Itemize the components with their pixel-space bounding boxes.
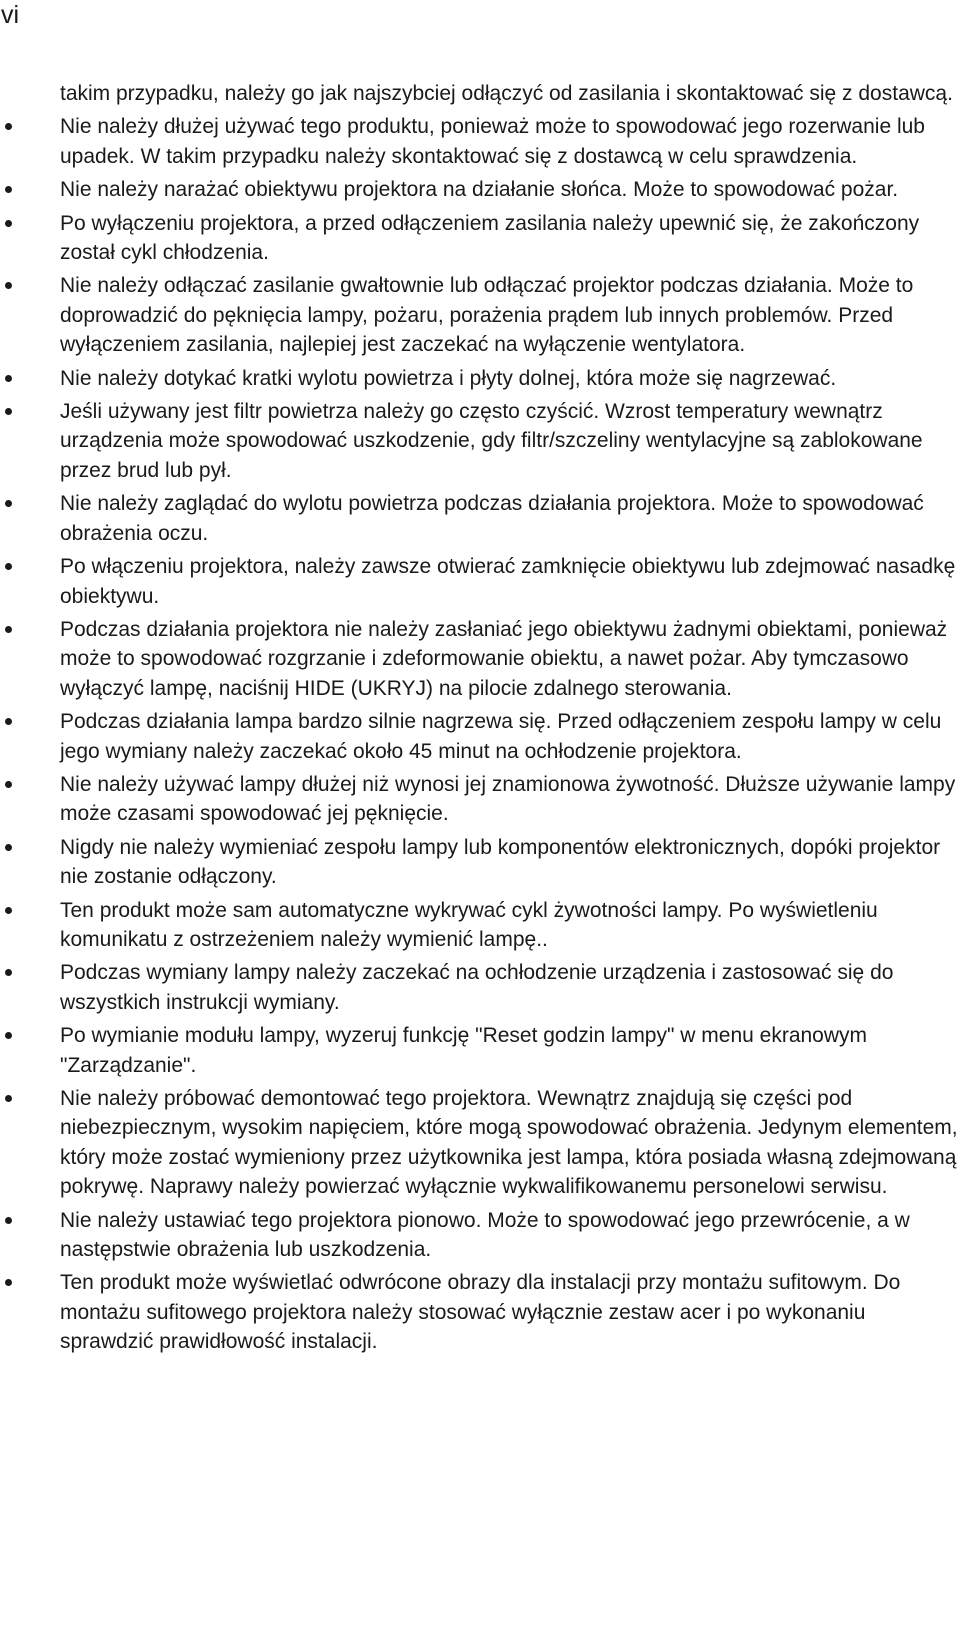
- bullet-text: Nie należy odłączać zasilanie gwałtownie lub odłączać projektor podczas działania. Może to doprowadzić do pęknięcia lampy, pożaru, porażenia prądem lub innych problemów. Przed wyłączeniem zasilania, najlepiej jest zaczekać na wyłączenie wentylatora.: [60, 274, 914, 357]
- continuation-paragraph: takim przypadku, należy go jak najszybciej odłączyć od zasilania i skontaktować się z dostawcą.: [60, 82, 953, 105]
- bullet-dot-icon: [5, 907, 12, 914]
- bullet-dot-icon: [5, 375, 12, 382]
- bullet-dot-icon: [5, 1217, 12, 1224]
- bullet-text: Nie należy dłużej używać tego produktu, ponieważ może to spowodować jego rozerwanie lub upadek. W takim przypadku należy skontaktować się z dostawcą w celu sprawdzenia.: [60, 115, 925, 168]
- document-body: [60, 79, 960, 1361]
- bullet-item: [60, 1021, 960, 1080]
- bullet-item: [60, 271, 960, 359]
- bullet-text: Podczas działania lampa bardzo silnie nagrzewa się. Przed odłączeniem zespołu lampy w celu jego wymiany należy zaczekać około 45 minut na ochłodzenie projektora.: [60, 710, 942, 763]
- bullet-text: Jeśli używany jest filtr powietrza należy go często czyścić. Wzrost temperatury wewnątrz urządzenia może spowodować uszkodzenie, gdy filtr/szczeliny wentylacyjne są zablokowane przez brud lub pył.: [60, 400, 923, 482]
- bullet-dot-icon: [5, 781, 12, 788]
- bullet-dot-icon: [5, 1095, 12, 1102]
- bullet-dot-icon: [5, 626, 12, 633]
- bullet-item: [60, 175, 960, 204]
- bullet-dot-icon: [5, 969, 12, 976]
- bullet-item: [60, 397, 960, 485]
- bullet-dot-icon: [5, 844, 12, 851]
- bullet-item: [60, 1268, 960, 1356]
- bullet-text: Nie należy ustawiać tego projektora pionowo. Może to spowodować jego przewrócenie, a w następstwie obrażenia lub uszkodzenia.: [60, 1208, 910, 1262]
- bullet-item: [60, 209, 960, 268]
- bullet-dot-icon: [5, 563, 12, 570]
- bullet-item: [60, 615, 960, 703]
- bullet-dot-icon: [5, 220, 12, 227]
- bullet-text: Nie należy używać lampy dłużej niż wynosi jej znamionowa żywotność. Dłuższe używanie lampy może czasami spowodować jej pęknięcie.: [60, 772, 956, 826]
- bullet-dot-icon: [5, 718, 12, 725]
- bullet-item: [60, 833, 960, 892]
- bullet-text: Podczas działania projektora nie należy zasłaniać jego obiektywu żadnymi obiektami, ponieważ może to spowodować rozgrzanie i zdeformowanie obiektu, a nawet pożar. Aby tymczasowo wyłączyć lampę, naciśnij HIDE (UKRYJ) na pilocie zdalnego sterowania.: [60, 617, 948, 700]
- bullet-text: Podczas wymiany lampy należy zaczekać na ochłodzenie urządzenia i zastosować się do wszystkich instrukcji wymiany.: [60, 961, 894, 1014]
- bullet-item: [60, 1084, 960, 1202]
- bullet-text: Nie należy narażać obiektywu projektora na działanie słońca. Może to spowodować pożar.: [60, 178, 899, 202]
- bullet-item: [60, 707, 960, 766]
- bullet-dot-icon: [5, 408, 12, 415]
- bullet-text: Ten produkt może wyświetlać odwrócone obrazy dla instalacji przy montażu sufitowym. Do montażu sufitowego projektora należy stosować wyłącznie zestaw acer i po wykonaniu sprawdzić prawidłowość instalacji.: [60, 1271, 901, 1354]
- bullet-text: Ten produkt może sam automatyczne wykrywać cykl żywotności lampy. Po wyświetleniu komunikatu z ostrzeżeniem należy wymienić lampę..: [60, 898, 878, 951]
- bullet-dot-icon: [5, 282, 12, 289]
- page-number: vi: [1, 1, 20, 29]
- bullet-item: [60, 958, 960, 1017]
- bullet-item: [60, 896, 960, 955]
- bullet-item: [60, 770, 960, 829]
- bullet-text: Po włączeniu projektora, należy zawsze otwierać zamknięcie obiektywu lub zdejmować nasadkę obiektywu.: [60, 555, 956, 608]
- bullet-dot-icon: [5, 186, 12, 193]
- bullet-item: [60, 489, 960, 548]
- bullet-text: Nie należy zaglądać do wylotu powietrza podczas działania projektora. Może to spowodować obrażenia oczu.: [60, 492, 924, 545]
- bullet-list: [60, 112, 960, 1356]
- bullet-text: Po wymianie modułu lampy, wyzeruj funkcję "Reset godzin lampy" w menu ekranowym "Zarządzanie".: [60, 1024, 868, 1077]
- bullet-dot-icon: [5, 123, 12, 130]
- bullet-item: [60, 364, 960, 393]
- bullet-item: [60, 112, 960, 171]
- bullet-dot-icon: [5, 1279, 12, 1286]
- bullet-item: [60, 552, 960, 611]
- bullet-dot-icon: [5, 500, 12, 507]
- bullet-item: [60, 1206, 960, 1265]
- bullet-text: Nie należy dotykać kratki wylotu powietrza i płyty dolnej, która może się nagrzewać.: [60, 366, 837, 390]
- bullet-text: Nie należy próbować demontować tego projektora. Wewnątrz znajdują się części pod niebezpiecznym, wysokim napięciem, które mogą spowodować obrażenia. Jedynym elementem, który może zostać wymieniony przez użytkownika jest lampa, która posiada własną zdejmowaną pokrywę. Naprawy należy powierzać wyłącznie wykwalifikowanemu personelowi serwisu.: [60, 1087, 958, 1199]
- bullet-dot-icon: [5, 1032, 12, 1039]
- bullet-text: Nigdy nie należy wymieniać zespołu lampy lub komponentów elektronicznych, dopóki projektor nie zostanie odłączony.: [60, 835, 941, 889]
- bullet-text: Po wyłączeniu projektora, a przed odłączeniem zasilania należy upewnić się, że zakończony został cykl chłodzenia.: [60, 211, 920, 265]
